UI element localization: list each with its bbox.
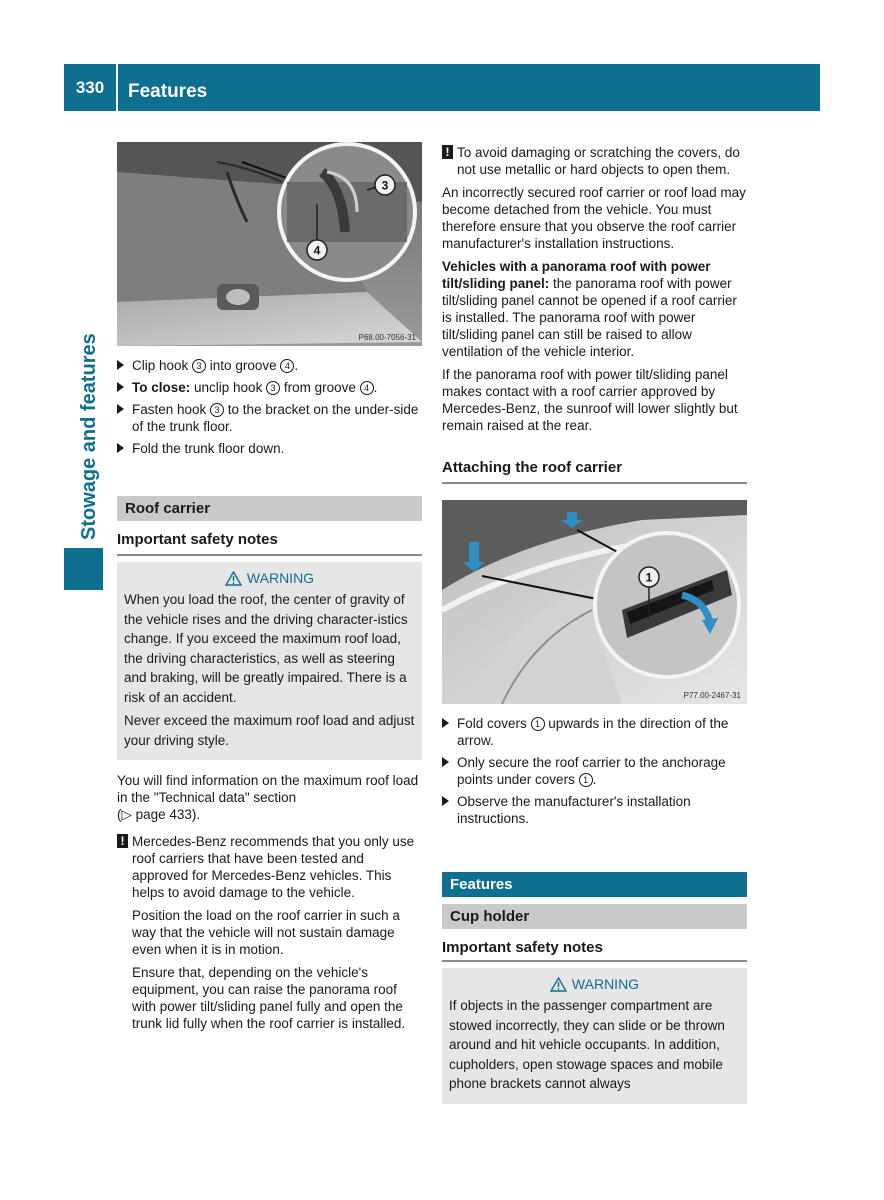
list-item: Only secure the roof carrier to the anchorage points under covers 1 . — [442, 754, 747, 788]
warning-text: If objects in the passenger compartment are stowed incorrectly, they can slide or be thrown around and hit vehicle occupants. In addition, cupholders, open stowage spaces and mobile phone brackets cannot always — [449, 998, 725, 1091]
list-item: To close: unclip hook 3 from groove 4 . — [117, 379, 422, 396]
figure-code: P77.00-2467-31 — [683, 691, 741, 700]
notice-text: Position the load on the roof carrier in such a way that the vehicle will not sustain damage even when it is in motion. — [132, 908, 400, 957]
callout-4: 4 — [313, 243, 321, 258]
notice-exclamation-icon: ! — [442, 145, 453, 159]
bullet-arrow-icon — [117, 404, 124, 414]
bullet-arrow-icon — [117, 443, 124, 453]
warning-triangle-icon — [225, 571, 242, 586]
bullet-arrow-icon — [442, 796, 449, 806]
callout-ref: 3 — [210, 403, 224, 417]
notice-text: To avoid damaging or scratching the covers, do not use metallic or hard objects to open them. — [457, 145, 740, 177]
warning-text: When you load the roof, the center of gravity of the vehicle rises and the driving character-istics change. If you exceed the maximum roof load, the driving characteristics, as well as steering and braking, will be greatly impaired. There is a risk of an accident. — [124, 592, 408, 705]
trunk-instructions — [117, 357, 422, 457]
notice-block — [442, 144, 747, 178]
left-column — [117, 357, 422, 1038]
notice-text: Mercedes-Benz recommends that you only use roof carriers that have been tested and approved for Mercedes-Benz vehicles. This helps to avoid damage to the vehicle. — [132, 834, 415, 900]
list-item: Clip hook 3 into groove 4 . — [117, 357, 422, 374]
subheading-safety-notes: Important safety notes — [442, 939, 603, 956]
bullet-arrow-icon — [442, 757, 449, 767]
section-heading-roof-carrier: Roof carrier — [117, 496, 422, 521]
warning-box — [117, 562, 422, 760]
figure-code: P68.00-7056-31 — [358, 333, 416, 342]
body-text: If the panorama roof with power tilt/sliding panel makes contact with a roof carrier approved by Mercedes-Benz, the sunroof will lower slightly but remain raised at the rear. — [442, 367, 738, 433]
bullet-arrow-icon — [117, 382, 124, 392]
callout-ref: 4 — [280, 359, 294, 373]
callout-1: 1 — [645, 570, 653, 585]
warning-box — [442, 968, 747, 1104]
callout-ref: 4 — [360, 381, 374, 395]
right-column — [442, 144, 747, 484]
warning-triangle-icon — [550, 977, 567, 992]
warning-title: WARNING — [124, 568, 415, 588]
side-tab-block — [64, 548, 103, 590]
notice-block — [117, 833, 422, 1032]
subheading-attaching: Attaching the roof carrier — [442, 458, 747, 484]
section-heading-cup-holder: Cup holder — [442, 904, 747, 929]
list-item: Fold covers 1 upwards in the direction of the arrow. — [442, 715, 747, 749]
notice-text: Ensure that, depending on the vehicle's equipment, you can raise the panorama roof with power tilt/sliding panel fully and open the trunk lid fully when the roof carrier is installed. — [132, 965, 406, 1031]
callout-ref: 3 — [266, 381, 280, 395]
list-item: Observe the manufacturer's installation instructions. — [442, 793, 747, 827]
bullet-arrow-icon — [442, 718, 449, 728]
body-text: Vehicles with a panorama roof with power tilt/sliding panel: the panorama roof with power tilt/sliding panel cannot be opened if a roof carrier is installed. The panorama roof with power tilt/sliding panel can still be raised to allow ventilation of the vehicle interior. — [442, 259, 737, 359]
trunk-hook-figure — [117, 142, 422, 346]
subheading-safety-notes: Important safety notes — [117, 530, 422, 556]
section-heading-features: Features — [442, 872, 747, 897]
warning-text: Never exceed the maximum roof load and adjust your driving style. — [124, 713, 415, 748]
page-header — [64, 64, 820, 111]
callout-ref: 1 — [531, 717, 545, 731]
info-text: You will find information on the maximum roof load in the "Technical data" section (▷ page 433). — [117, 773, 419, 822]
roof-carrier-illustration — [442, 500, 747, 704]
body-text: An incorrectly secured roof carrier or roof load may become detached from the vehicle. You must therefore ensure that you observe the roof carrier manufacturer's installation instructions. — [442, 185, 746, 251]
warning-title: WARNING — [449, 974, 740, 994]
list-item: Fasten hook 3 to the bracket on the under-side of the trunk floor. — [117, 401, 422, 435]
page-reference: (▷ page 433). — [117, 807, 201, 822]
header-divider — [116, 64, 118, 111]
trunk-hook-illustration — [117, 142, 422, 346]
side-tab-label: Stowage and features — [78, 333, 100, 540]
roof-carrier-figure — [442, 500, 747, 704]
page-title: Features — [128, 81, 208, 102]
right-column-lower — [442, 715, 747, 1104]
callout-ref: 1 — [579, 773, 593, 787]
page-number: 330 — [75, 78, 105, 97]
callout-ref: 3 — [192, 359, 206, 373]
notice-exclamation-icon: ! — [117, 834, 128, 848]
callout-3: 3 — [381, 178, 389, 193]
list-item: Fold the trunk floor down. — [117, 440, 422, 457]
bullet-arrow-icon — [117, 360, 124, 370]
